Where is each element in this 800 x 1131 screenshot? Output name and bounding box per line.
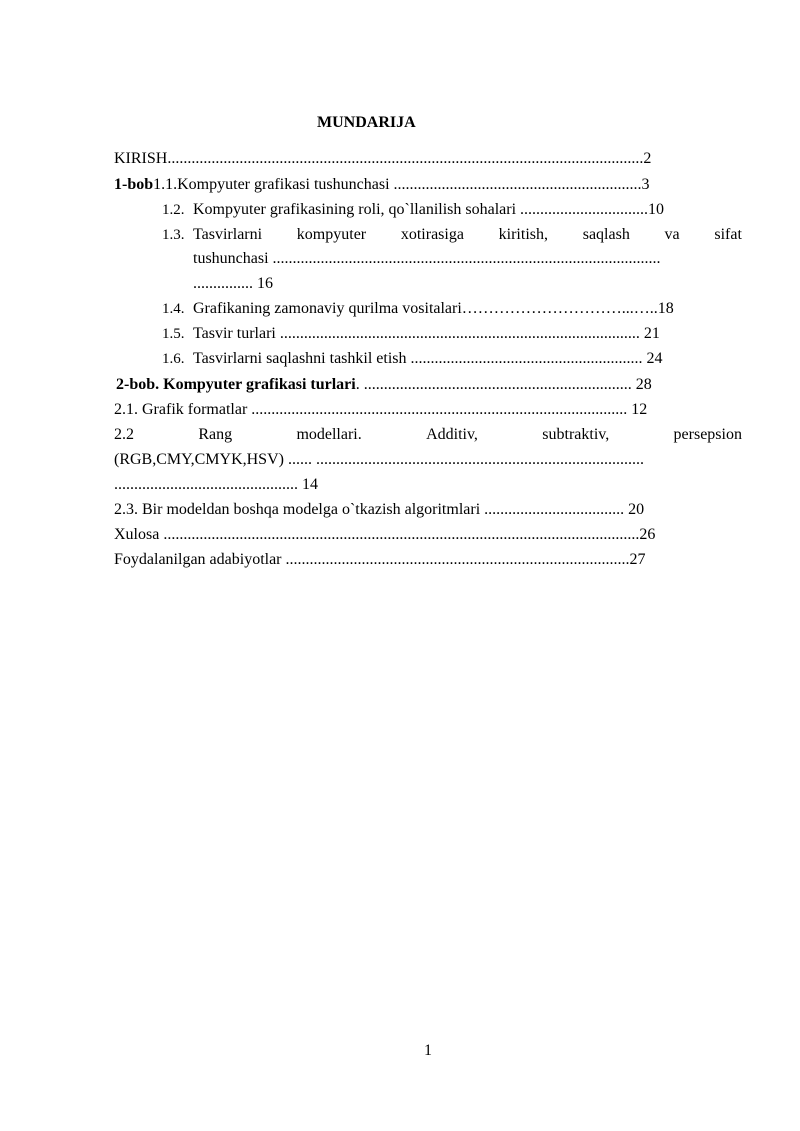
toc-entry-2-2-line2: (RGB,CMY,CMYK,HSV) ...... .................................................................................. <box>114 451 644 468</box>
toc-word: Additiv, <box>426 426 478 443</box>
toc-word: 2.2 <box>114 426 134 443</box>
toc-word: xotirasiga <box>400 226 464 243</box>
toc-chapter-label: 1-bob <box>114 176 154 193</box>
toc-entry-text: 1.1.Kompyuter grafikasi tushunchasi ..............................................................3 <box>153 176 650 193</box>
toc-word: subtraktiv, <box>542 426 610 443</box>
toc-section-number: 1.6. <box>162 351 185 367</box>
toc-entry-kirish: KIRISH.......................................................................................................................2 <box>114 150 652 167</box>
toc-entry-xulosa: Xulosa .......................................................................................................................26 <box>114 526 656 543</box>
toc-word: kompyuter <box>296 226 367 243</box>
toc-title: MUNDARIJA <box>317 114 416 131</box>
toc-word: persepsion <box>673 426 742 443</box>
toc-entry-1-3-line2: tushunchasi ................................................................................................. <box>193 250 661 267</box>
page-number: 1 <box>424 1042 432 1059</box>
toc-entry-1-2 <box>162 198 742 222</box>
toc-entry-adabiyotlar: Foydalanilgan adabiyotlar ......................................................................................27 <box>114 551 646 568</box>
toc-section-number: 1.5. <box>162 326 185 342</box>
toc-entry-1-4 <box>162 297 742 321</box>
toc-word: sifat <box>714 226 742 243</box>
toc-entry-bob1 <box>114 173 742 197</box>
toc-entry-1-5 <box>162 322 742 346</box>
toc-entry-text: Tasvirlarni saqlashni tashkil etish .......................................................... 24 <box>193 350 663 367</box>
toc-entry-text: Kompyuter grafikasining roli, qo`llanilish sohalari ................................10 <box>193 201 665 218</box>
toc-word: Tasvirlarni <box>193 226 263 243</box>
toc-entry-1-6 <box>162 347 742 371</box>
toc-section-number: 1.2. <box>162 202 185 218</box>
toc-entry-2-2 <box>114 423 742 447</box>
toc-entry-bob2 <box>116 373 742 397</box>
toc-entry-text: . ................................................................... 28 <box>355 376 652 393</box>
toc-entry-1-3 <box>162 223 742 247</box>
toc-entry-text-justified <box>193 223 742 247</box>
toc-word: va <box>664 226 680 243</box>
toc-word: kiritish, <box>498 226 548 243</box>
toc-entry-2-1: 2.1. Grafik formatlar .............................................................................................. 12 <box>114 401 648 418</box>
toc-section-number: 1.3. <box>162 227 185 243</box>
toc-entry-1-3-line3: ............... 16 <box>193 275 273 292</box>
toc-word: modellari. <box>296 426 362 443</box>
toc-section-number: 1.4. <box>162 301 185 317</box>
toc-word: Rang <box>198 426 233 443</box>
toc-entry-2-3: 2.3. Bir modeldan boshqa modelga o`tkazish algoritmlari ................................... 20 <box>114 501 645 518</box>
toc-word: saqlash <box>582 226 630 243</box>
toc-chapter-label: 2-bob. Kompyuter grafikasi turlari <box>116 376 356 393</box>
toc-entry-text: Grafikaning zamonaviy qurilma vositalari…………………………...…..18 <box>193 300 674 317</box>
toc-entry-text: Tasvir turlari .......................................................................................... 21 <box>193 325 660 342</box>
toc-entry-2-2-line3: .............................................. 14 <box>114 476 318 493</box>
